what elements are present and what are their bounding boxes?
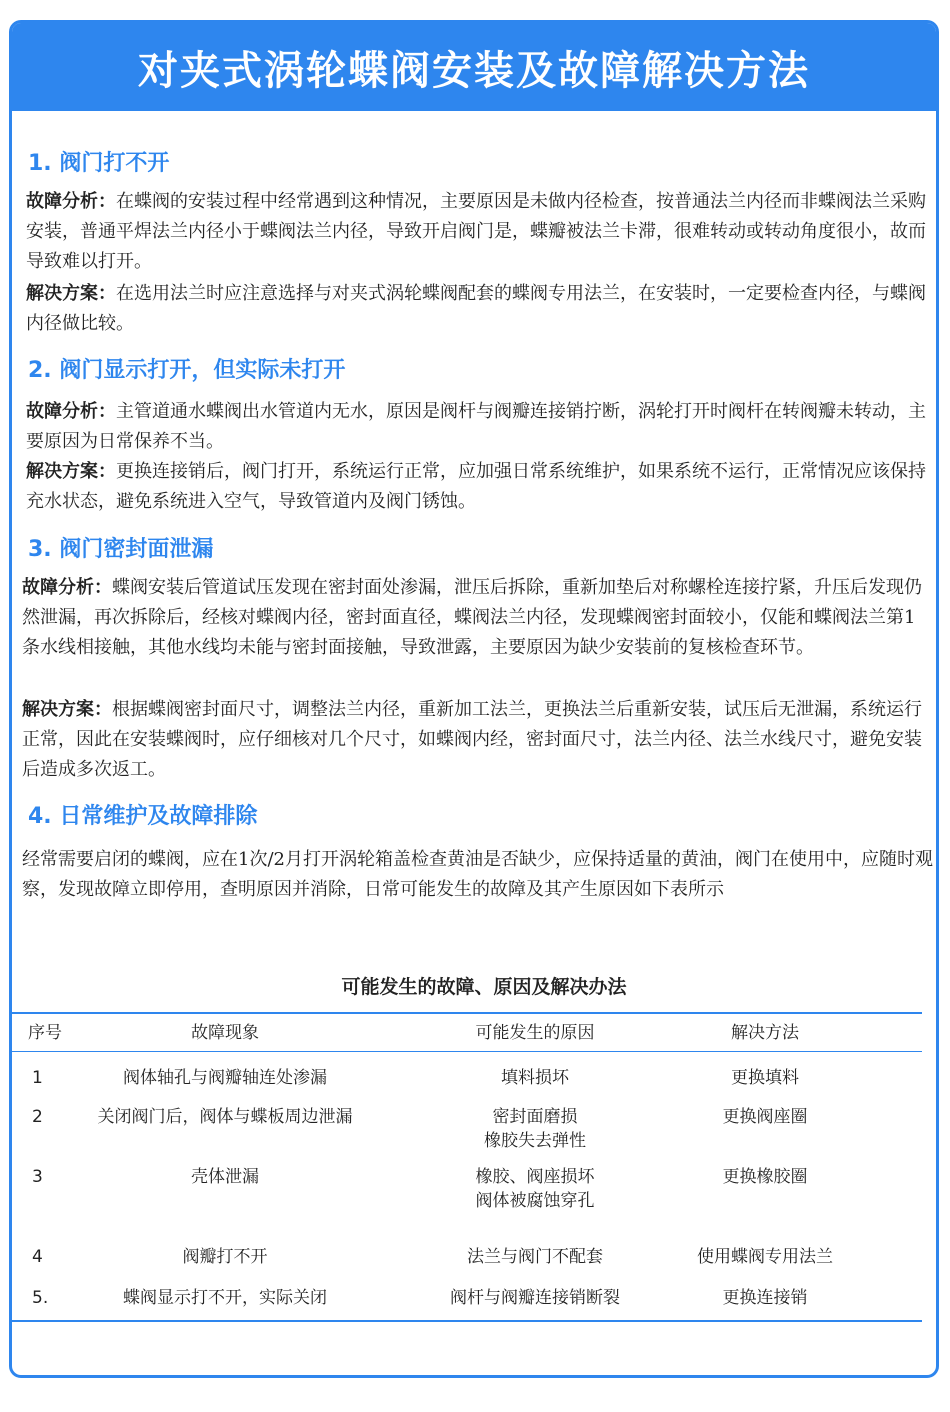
- section-title: 4. 日常维护及故障排除: [28, 804, 258, 829]
- analysis-paragraph: [26, 187, 932, 277]
- analysis-label: 故障分析：: [26, 401, 116, 422]
- analysis-label: 故障分析：: [22, 577, 112, 598]
- row-fix: 更换连接销: [722, 1288, 808, 1308]
- row-symptom: 阀瓣打不开: [182, 1247, 268, 1267]
- solution-paragraph: [22, 695, 932, 785]
- maintenance-paragraph: 经常需要启闭的蝶阀，应在1次/2月打开涡轮箱盖检查黄油是否缺少，应保持适量的黄油，阀门在使用中，应随时观察，发现故障立即停用，查明原因并消除，日常可能发生的故障及其产生原因如下表所示: [22, 849, 933, 900]
- row-no: 3: [32, 1167, 43, 1187]
- row-fix: 使用蝶阀专用法兰: [697, 1247, 833, 1267]
- table-bottom-rule: [10, 1320, 922, 1322]
- table-header-rule: [10, 1051, 922, 1052]
- row-cause: 法兰与阀门不配套: [467, 1247, 603, 1267]
- row-cause: 密封面磨损: [492, 1107, 578, 1127]
- solution-label: 解决方案：: [22, 699, 112, 720]
- row-cause-line2: 阀体被腐蚀穿孔: [475, 1191, 595, 1211]
- row-symptom: 壳体泄漏: [191, 1167, 259, 1187]
- solution-text: 更换连接销后，阀门打开，系统运行正常，应加强日常系统维护，如果系统不运行，正常情况应该保持充水状态，避免系统进入空气，导致管道内及阀门锈蚀。: [26, 461, 926, 512]
- header-cell-cause: 可能发生的原因: [475, 1023, 595, 1043]
- analysis-text: 在蝶阀的安装过程中经常遇到这种情况，主要原因是未做内径检查，按普通法兰内径而非蝶阀法兰采购安装，普通平焊法兰内径小于蝶阀法兰内径，导致开启阀门是，蝶瓣被法兰卡滞，很难转动或转动角度很小，故而导致难以打开。: [26, 191, 926, 272]
- section-title: 1. 阀门打不开: [28, 151, 170, 176]
- row-fix: 更换橡胶圈: [722, 1167, 808, 1187]
- solution-label: 解决方案：: [26, 283, 116, 304]
- row-fix: 更换阀座圈: [722, 1107, 808, 1127]
- row-no: 5.: [32, 1288, 49, 1308]
- header-cell-symptom: 故障现象: [191, 1023, 259, 1043]
- section-title: 3. 阀门密封面泄漏: [28, 537, 214, 562]
- table-title: 可能发生的故障、原因及解决办法: [341, 976, 627, 998]
- page-title: 对夹式涡轮蝶阀安装及故障解决方法: [138, 47, 810, 94]
- row-no: 1: [32, 1068, 43, 1088]
- solution-paragraph: [26, 279, 932, 339]
- solution-text: 根据蝶阀密封面尺寸，调整法兰内径，重新加工法兰，更换法兰后重新安装，试压后无泄漏，系统运行正常，因此在安装蝶阀时，应仔细核对几个尺寸，如蝶阀内经，密封面尺寸，法兰内径、法兰水线尺寸，避免安装后造成多次返工。: [22, 699, 922, 780]
- header-cell-no: 序号: [28, 1023, 62, 1043]
- header-cell-fix: 解决方法: [731, 1023, 799, 1043]
- row-fix: 更换填料: [731, 1068, 799, 1088]
- section-title: 2. 阀门显示打开，但实际未打开: [28, 358, 346, 383]
- row-symptom: 关闭阀门后，阀体与蝶板周边泄漏: [97, 1107, 353, 1127]
- row-symptom: 阀体轴孔与阀瓣轴连处渗漏: [123, 1068, 327, 1088]
- analysis-paragraph: [22, 573, 932, 663]
- row-symptom: 蝶阀显示打不开，实际关闭: [123, 1288, 327, 1308]
- row-cause: 填料损坏: [501, 1068, 569, 1088]
- solution-label: 解决方案：: [26, 461, 116, 482]
- row-cause: 阀杆与阀瓣连接销断裂: [450, 1288, 620, 1308]
- table-top-rule: [10, 1012, 922, 1014]
- row-cause: 橡胶、阀座损坏: [475, 1167, 595, 1187]
- solution-text: 在选用法兰时应注意选择与对夹式涡轮蝶阀配套的蝶阀专用法兰，在安装时，一定要检查内径，与蝶阀内径做比较。: [26, 283, 926, 334]
- analysis-paragraph: [26, 397, 932, 457]
- title-banner: [12, 23, 936, 111]
- row-no: 2: [32, 1107, 43, 1127]
- row-cause-line2: 橡胶失去弹性: [484, 1131, 586, 1151]
- analysis-text: 主管道通水蝶阀出水管道内无水，原因是阀杆与阀瓣连接销拧断，涡轮打开时阀杆在转阀瓣未转动，主要原因为日常保养不当。: [26, 401, 926, 452]
- row-no: 4: [32, 1247, 43, 1267]
- analysis-label: 故障分析：: [26, 191, 116, 212]
- analysis-text: 蝶阀安装后管道试压发现在密封面处渗漏，泄压后拆除，重新加垫后对称螺栓连接拧紧，升压后发现仍然泄漏，再次拆除后，经核对蝶阀内径，密封面直径，蝶阀法兰内径，发现蝶阀密封面较小，仅能和蝶阀法兰第1条水线相接触，其他水线均未能与密封面接触，导致泄露，主要原因为缺少安装前的复核检查环节。: [22, 577, 922, 658]
- solution-paragraph: [26, 457, 936, 517]
